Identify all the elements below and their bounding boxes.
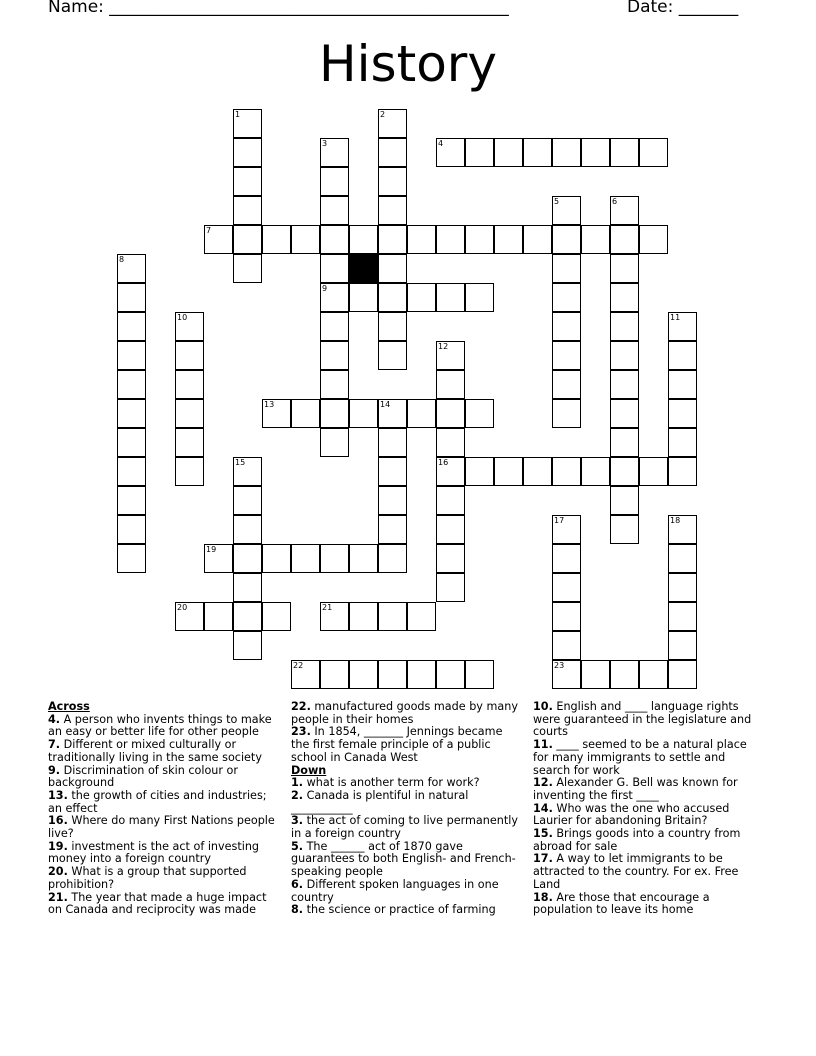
grid-cell[interactable] <box>378 225 407 254</box>
grid-cell[interactable] <box>436 341 465 370</box>
clue-number: 1 <box>235 110 241 119</box>
grid-cell[interactable] <box>610 196 639 225</box>
grid-cell[interactable] <box>581 457 610 486</box>
clue-item <box>533 739 761 777</box>
grid-cell[interactable] <box>117 312 146 341</box>
clue-item-text: A way to let immigrants to be attracted to the country. For ex. Free Land <box>533 852 739 891</box>
clue-item-number: 11. <box>533 738 553 752</box>
grid-cell[interactable] <box>552 660 581 689</box>
grid-cell[interactable] <box>378 138 407 167</box>
clue-item-text: The ______ act of 1870 gave guarantees to both English- and French-speaking people <box>291 839 516 879</box>
grid-cell[interactable] <box>436 428 465 457</box>
grid-cell[interactable] <box>407 225 436 254</box>
clue-item-number: 7. <box>48 738 61 752</box>
grid-cell[interactable] <box>378 544 407 573</box>
grid-cell[interactable] <box>262 544 291 573</box>
clue-number: 17 <box>554 516 565 525</box>
grid-cell[interactable] <box>233 138 262 167</box>
across-clue-list-continued <box>291 701 521 765</box>
clue-item-number: 18. <box>533 890 553 904</box>
grid-cell[interactable] <box>668 457 697 486</box>
grid-cell[interactable] <box>117 370 146 399</box>
grid-cell[interactable] <box>465 283 494 312</box>
grid-cell[interactable] <box>639 225 668 254</box>
clue-item-number: 6. <box>291 877 304 891</box>
clue-item-number: 8. <box>291 903 304 917</box>
grid-cell[interactable] <box>407 399 436 428</box>
clue-number: 7 <box>206 226 212 235</box>
grid-cell[interactable] <box>436 399 465 428</box>
grid-cell[interactable] <box>349 544 378 573</box>
grid-cell[interactable] <box>523 138 552 167</box>
grid-cell[interactable] <box>610 225 639 254</box>
clue-item-number: 10. <box>533 700 553 713</box>
grid-cell[interactable] <box>204 602 233 631</box>
grid-cell[interactable] <box>175 457 204 486</box>
clue-number: 11 <box>670 313 681 322</box>
grid-cell[interactable] <box>233 573 262 602</box>
grid-cell[interactable] <box>233 196 262 225</box>
clue-number: 20 <box>177 603 188 612</box>
clue-number: 2 <box>380 110 386 119</box>
grid-cell[interactable] <box>552 225 581 254</box>
grid-cell[interactable] <box>378 515 407 544</box>
grid-cell[interactable] <box>668 660 697 689</box>
grid-cell[interactable] <box>552 196 581 225</box>
grid-cell[interactable] <box>233 167 262 196</box>
clue-item <box>48 866 276 891</box>
grid-cell[interactable] <box>610 399 639 428</box>
grid-cell[interactable] <box>639 138 668 167</box>
clue-number: 18 <box>670 516 681 525</box>
grid-cell[interactable] <box>436 486 465 515</box>
grid-cell[interactable] <box>117 544 146 573</box>
grid-cell[interactable] <box>610 341 639 370</box>
clue-item <box>533 828 761 853</box>
grid-cell[interactable] <box>610 138 639 167</box>
clue-item-text: Discrimination of skin colour or background <box>48 763 238 790</box>
grid-cell[interactable] <box>465 457 494 486</box>
clue-item <box>533 701 761 739</box>
grid-cell[interactable] <box>523 225 552 254</box>
name-field[interactable]: Name: _______________________________________________ <box>48 0 509 17</box>
grid-cell[interactable] <box>494 138 523 167</box>
grid-cell[interactable] <box>465 660 494 689</box>
clue-item <box>48 815 276 840</box>
clue-item-number: 1. <box>291 776 304 790</box>
clue-number: 23 <box>554 661 565 670</box>
clue-item-text: the growth of cities and industries; an effect <box>48 788 267 815</box>
grid-cell[interactable] <box>117 283 146 312</box>
grid-cell[interactable] <box>668 399 697 428</box>
grid-cell[interactable] <box>668 370 697 399</box>
grid-cell[interactable] <box>407 602 436 631</box>
grid-cell[interactable] <box>378 312 407 341</box>
grid-cell[interactable] <box>378 399 407 428</box>
grid-cell[interactable] <box>320 283 349 312</box>
clue-number: 13 <box>264 400 275 409</box>
grid-cell[interactable] <box>117 399 146 428</box>
grid-cell[interactable] <box>291 225 320 254</box>
grid-cell[interactable] <box>262 602 291 631</box>
grid-cell[interactable] <box>349 283 378 312</box>
date-field[interactable]: Date: _______ <box>627 0 739 17</box>
grid-cell[interactable] <box>233 225 262 254</box>
grid-cell[interactable] <box>552 399 581 428</box>
clue-item-text: Brings goods into a country from abroad for sale <box>533 827 741 853</box>
grid-cell[interactable] <box>436 515 465 544</box>
grid-cell[interactable] <box>320 544 349 573</box>
grid-cell[interactable] <box>552 254 581 283</box>
grid-cell[interactable] <box>320 660 349 689</box>
grid-cell[interactable] <box>668 573 697 602</box>
grid-cell[interactable] <box>117 341 146 370</box>
grid-cell[interactable] <box>552 573 581 602</box>
grid-cell[interactable] <box>262 225 291 254</box>
grid-cell[interactable] <box>378 254 407 283</box>
clue-number: 3 <box>322 139 328 148</box>
grid-cell[interactable] <box>581 660 610 689</box>
grid-cell[interactable] <box>117 254 146 283</box>
clue-number: 10 <box>177 313 188 322</box>
grid-cell[interactable] <box>465 399 494 428</box>
grid-cell[interactable] <box>175 428 204 457</box>
grid-cell[interactable] <box>320 254 349 283</box>
clue-item <box>48 714 276 739</box>
grid-cell[interactable] <box>610 515 639 544</box>
grid-cell[interactable] <box>349 225 378 254</box>
clue-number: 12 <box>438 342 449 351</box>
clue-number: 4 <box>438 139 444 148</box>
grid-cell[interactable] <box>610 486 639 515</box>
clue-item-number: 5. <box>291 839 304 853</box>
grid-cell[interactable] <box>378 486 407 515</box>
grid-cell[interactable] <box>436 544 465 573</box>
clue-item-text: the science or practice of farming <box>303 903 496 917</box>
clue-item <box>291 726 521 764</box>
clue-item-text: The year that made a huge impact on Canada and reciprocity was made <box>48 890 267 917</box>
grid-cell[interactable] <box>610 660 639 689</box>
clue-item <box>291 879 521 904</box>
grid-cell[interactable] <box>320 225 349 254</box>
clue-item <box>48 790 276 815</box>
across-clue-list <box>48 714 276 917</box>
clue-number: 14 <box>380 400 391 409</box>
grid-cell[interactable] <box>436 225 465 254</box>
clue-item-number: 17. <box>533 852 553 866</box>
clue-number: 9 <box>322 284 328 293</box>
grid-cell[interactable] <box>407 660 436 689</box>
grid-cell[interactable] <box>436 457 465 486</box>
clue-item <box>533 853 761 891</box>
grid-cell[interactable] <box>320 370 349 399</box>
across-heading: Across <box>48 700 90 713</box>
clues-column-3 <box>533 701 761 917</box>
clue-number: 21 <box>322 603 333 612</box>
grid-cell[interactable] <box>523 457 552 486</box>
clue-item-number: 4. <box>48 712 61 726</box>
grid-cell[interactable] <box>378 167 407 196</box>
clue-item-number: 12. <box>533 776 553 790</box>
clue-item <box>533 803 761 828</box>
grid-cell[interactable] <box>233 486 262 515</box>
grid-cell[interactable] <box>610 312 639 341</box>
grid-cell[interactable] <box>378 660 407 689</box>
clue-item-text: Different or mixed culturally or traditionally living in the same society <box>48 738 262 764</box>
grid-cell[interactable] <box>552 341 581 370</box>
clue-item-number: 22. <box>291 700 311 713</box>
grid-cell[interactable] <box>378 602 407 631</box>
clue-item-text: Canada is plentiful in natural ___________ <box>291 788 469 815</box>
grid-cell[interactable] <box>320 196 349 225</box>
grid-cell[interactable] <box>175 602 204 631</box>
grid-cell[interactable] <box>552 457 581 486</box>
grid-cell[interactable] <box>378 283 407 312</box>
clue-item-text: Who was the one who accused Laurier for abandoning Britain? <box>533 801 730 828</box>
clue-item <box>291 790 521 815</box>
clue-item-number: 21. <box>48 890 68 904</box>
clue-item <box>48 841 276 866</box>
grid-cell[interactable] <box>668 312 697 341</box>
clue-item-text: investment is the act of investing money into a foreign country <box>48 839 260 866</box>
grid-cell[interactable] <box>233 602 262 631</box>
grid-cell[interactable] <box>378 196 407 225</box>
clue-number: 5 <box>554 197 560 206</box>
grid-cell[interactable] <box>349 660 378 689</box>
grid-cell[interactable] <box>639 457 668 486</box>
clue-item <box>48 739 276 764</box>
grid-cell[interactable] <box>552 515 581 544</box>
clue-number: 8 <box>119 255 125 264</box>
grid-cell[interactable] <box>233 457 262 486</box>
clue-item <box>48 765 276 790</box>
grid-cell[interactable] <box>117 428 146 457</box>
grid-cell[interactable] <box>494 225 523 254</box>
grid-cell[interactable] <box>407 283 436 312</box>
grid-cell[interactable] <box>436 573 465 602</box>
grid-cell[interactable] <box>320 341 349 370</box>
black-square <box>349 254 378 283</box>
grid-cell[interactable] <box>610 254 639 283</box>
clue-item-text: Where do many First Nations people live? <box>48 814 275 841</box>
clue-item <box>48 892 276 917</box>
clues-column-1 <box>48 701 276 917</box>
grid-cell[interactable] <box>320 138 349 167</box>
grid-cell[interactable] <box>668 515 697 544</box>
grid-cell[interactable] <box>552 283 581 312</box>
grid-cell[interactable] <box>610 370 639 399</box>
clue-item-number: 3. <box>291 814 304 828</box>
clue-item-number: 13. <box>48 788 68 802</box>
clue-item <box>533 892 761 917</box>
clue-item <box>291 841 521 879</box>
clue-item-text: In 1854, _______ Jennings became the first female principle of a public school in Canada West <box>291 725 503 764</box>
clue-item-number: 16. <box>48 814 68 828</box>
grid-cell[interactable] <box>233 515 262 544</box>
grid-cell[interactable] <box>610 428 639 457</box>
grid-cell[interactable] <box>552 544 581 573</box>
down-clue-list-continued <box>533 701 761 917</box>
clue-item <box>291 701 521 726</box>
grid-cell[interactable] <box>320 167 349 196</box>
grid-cell[interactable] <box>349 602 378 631</box>
grid-cell[interactable] <box>117 515 146 544</box>
clue-number: 6 <box>612 197 618 206</box>
grid-cell[interactable] <box>117 457 146 486</box>
grid-cell[interactable] <box>668 631 697 660</box>
grid-cell[interactable] <box>552 370 581 399</box>
clue-item <box>291 815 521 840</box>
clue-item <box>291 904 521 917</box>
grid-cell[interactable] <box>552 602 581 631</box>
clue-item-text: what is another term for work? <box>303 776 480 790</box>
grid-cell[interactable] <box>291 544 320 573</box>
grid-cell[interactable] <box>117 486 146 515</box>
clue-item-text: Different spoken languages in one country <box>291 877 499 904</box>
grid-cell[interactable] <box>291 399 320 428</box>
grid-cell[interactable] <box>378 428 407 457</box>
grid-cell[interactable] <box>668 544 697 573</box>
clue-number: 19 <box>206 545 217 554</box>
grid-cell[interactable] <box>668 428 697 457</box>
grid-cell[interactable] <box>233 254 262 283</box>
grid-cell[interactable] <box>233 631 262 660</box>
down-heading: Down <box>291 763 327 777</box>
clue-item-number: 2. <box>291 788 304 802</box>
clue-item-text: the act of coming to live permanently in a foreign country <box>291 814 518 841</box>
grid-cell[interactable] <box>262 399 291 428</box>
grid-cell[interactable] <box>233 544 262 573</box>
grid-cell[interactable] <box>320 602 349 631</box>
grid-cell[interactable] <box>436 370 465 399</box>
clue-number: 15 <box>235 458 246 467</box>
clue-item-text: What is a group that supported prohibition? <box>48 865 247 891</box>
grid-cell[interactable] <box>494 457 523 486</box>
grid-cell[interactable] <box>436 660 465 689</box>
down-clue-list <box>291 777 521 917</box>
page-title: History <box>319 35 497 93</box>
grid-cell[interactable] <box>378 109 407 138</box>
grid-cell[interactable] <box>320 312 349 341</box>
grid-cell[interactable] <box>204 544 233 573</box>
grid-cell[interactable] <box>175 370 204 399</box>
grid-cell[interactable] <box>320 399 349 428</box>
grid-cell[interactable] <box>610 283 639 312</box>
grid-cell[interactable] <box>581 138 610 167</box>
grid-cell[interactable] <box>552 631 581 660</box>
grid-cell[interactable] <box>610 457 639 486</box>
grid-cell[interactable] <box>175 399 204 428</box>
clues-column-2 <box>291 701 521 917</box>
grid-cell[interactable] <box>436 138 465 167</box>
grid-cell[interactable] <box>378 341 407 370</box>
grid-cell[interactable] <box>204 225 233 254</box>
grid-cell[interactable] <box>436 283 465 312</box>
clue-item-text: ____ seemed to be a natural place for many immigrants to settle and search for work <box>533 738 747 777</box>
clue-item-text: Are those that encourage a population to leave its home <box>533 890 710 917</box>
grid-cell[interactable] <box>552 138 581 167</box>
grid-cell[interactable] <box>291 660 320 689</box>
grid-cell[interactable] <box>378 457 407 486</box>
grid-cell[interactable] <box>465 138 494 167</box>
grid-cell[interactable] <box>668 602 697 631</box>
grid-cell[interactable] <box>175 341 204 370</box>
clue-number: 16 <box>438 458 449 467</box>
grid-cell[interactable] <box>175 312 204 341</box>
grid-cell[interactable] <box>320 428 349 457</box>
grid-cell[interactable] <box>465 225 494 254</box>
clue-item-text: Alexander G. Bell was known for inventing the first ____ <box>533 776 738 802</box>
clue-item-number: 15. <box>533 827 553 841</box>
grid-cell[interactable] <box>233 109 262 138</box>
clue-item-number: 9. <box>48 763 61 777</box>
grid-cell[interactable] <box>639 660 668 689</box>
grid-cell[interactable] <box>552 312 581 341</box>
clue-item-number: 14. <box>533 801 553 815</box>
grid-cell[interactable] <box>668 341 697 370</box>
clue-item-number: 19. <box>48 839 68 853</box>
clue-item-text: manufactured goods made by many people in their homes <box>291 700 518 726</box>
grid-cell[interactable] <box>581 225 610 254</box>
clue-number: 22 <box>293 661 304 670</box>
clue-item-number: 20. <box>48 865 68 879</box>
clue-item-text: A person who invents things to make an easy or better life for other people <box>48 712 272 739</box>
clue-item <box>533 777 761 802</box>
grid-cell[interactable] <box>349 399 378 428</box>
clue-item-text: English and ____ language rights were guaranteed in the legislature and courts <box>533 700 752 739</box>
clue-item-number: 23. <box>291 725 311 739</box>
